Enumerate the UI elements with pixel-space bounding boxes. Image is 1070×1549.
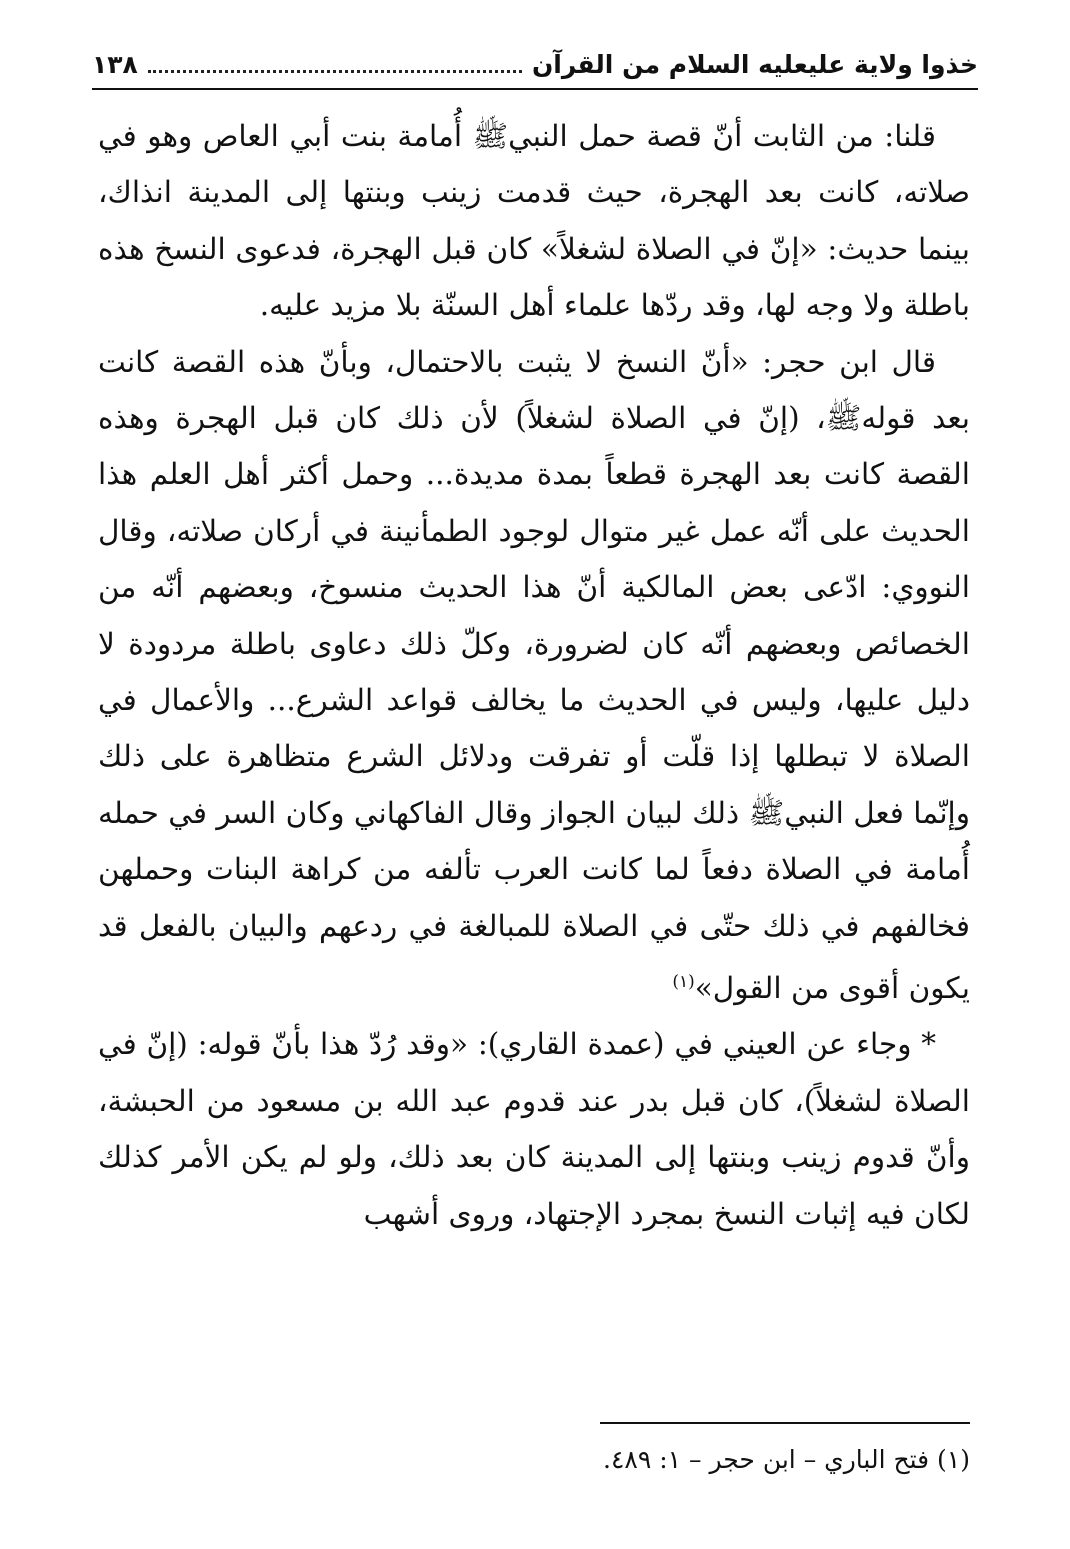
dot-leader (148, 70, 522, 73)
running-title: خذوا ولاية عليعليه السلام من القرآن (531, 49, 978, 79)
main-text (98, 108, 970, 1242)
paragraph-3: * وجاء عن العيني في (عمدة القاري): «وقد رُدّ هذا بأنّ قوله: (إنّ في الصلاة لشغلاً)، كان قبل بدر عند قدوم عبد الله بن مسعود من الحبشة، وأنّ قدوم زينب وبنتها إلى المدينة كان بعد ذلك، ولو لم يكن الأمر كذلك لكان فيه إثبات النسخ بمجرد الإجتهاد، وروى أشهب (98, 1027, 970, 1231)
paragraph-2-text: قال ابن حجر: «أنّ النسخ لا يثبت بالاحتمال، وبأنّ هذه القصة كانت بعد قولهﷺ، (إنّ في الصلاة لشغلاً) لأن ذلك كان قبل الهجرة وهذه القصة كانت بعد الهجرة قطعاً بمدة مديدة... وحمل أكثر أهل العلم هذا الحديث على أنّه عمل غير متوال لوجود الطمأنينة في أركان صلاته، وقال النووي: ادّعى بعض المالكية أنّ هذا الحديث منسوخ، وبعضهم أنّه من الخصائص وبعضهم أنّه كان لضرورة، وكلّ ذلك دعاوى باطلة مردودة لا دليل عليها، وليس في الحديث ما يخالف قواعد الشرع... والأعمال في الصلاة لا تبطلها إذا قلّت أو تفرقت ودلائل الشرع متظاهرة على ذلك وإنّما فعل النبيﷺ ذلك لبيان الجواز وقال الفاكهاني وكان السر في حمله أُمامة في الصلاة دفعاً لما كانت العرب تألفه من كراهة البنات وحملهن فخالفهم في ذلك حتّى في الصلاة للمبالغة في ردعهم والبيان بالفعل قد يكون أقوى من القول» (98, 344, 970, 1005)
footnote-rule (600, 1422, 970, 1424)
running-header (92, 42, 978, 86)
footnote-1: (١) فتح الباري – ابن حجر – ١: ٤٨٩. (603, 1445, 970, 1474)
footnote-marker: (١) (672, 972, 695, 993)
page-number: ١٣٨ (92, 49, 138, 79)
header-rule (92, 88, 978, 90)
paragraph-1: قلنا: من الثابت أنّ قصة حمل النبيﷺ أُمامة بنت أبي العاص وهو في صلاته، كانت بعد الهجرة، حيث قدمت زينب وبنتها إلى المدينة انذاك، بينما حديث: «إنّ في الصلاة لشغلاً» كان قبل الهجرة، فدعوى النسخ هذه باطلة ولا وجه لها، وقد ردّها علماء أهل السنّة بلا مزيد عليه. (98, 119, 970, 323)
paragraph-2 (98, 334, 970, 1017)
